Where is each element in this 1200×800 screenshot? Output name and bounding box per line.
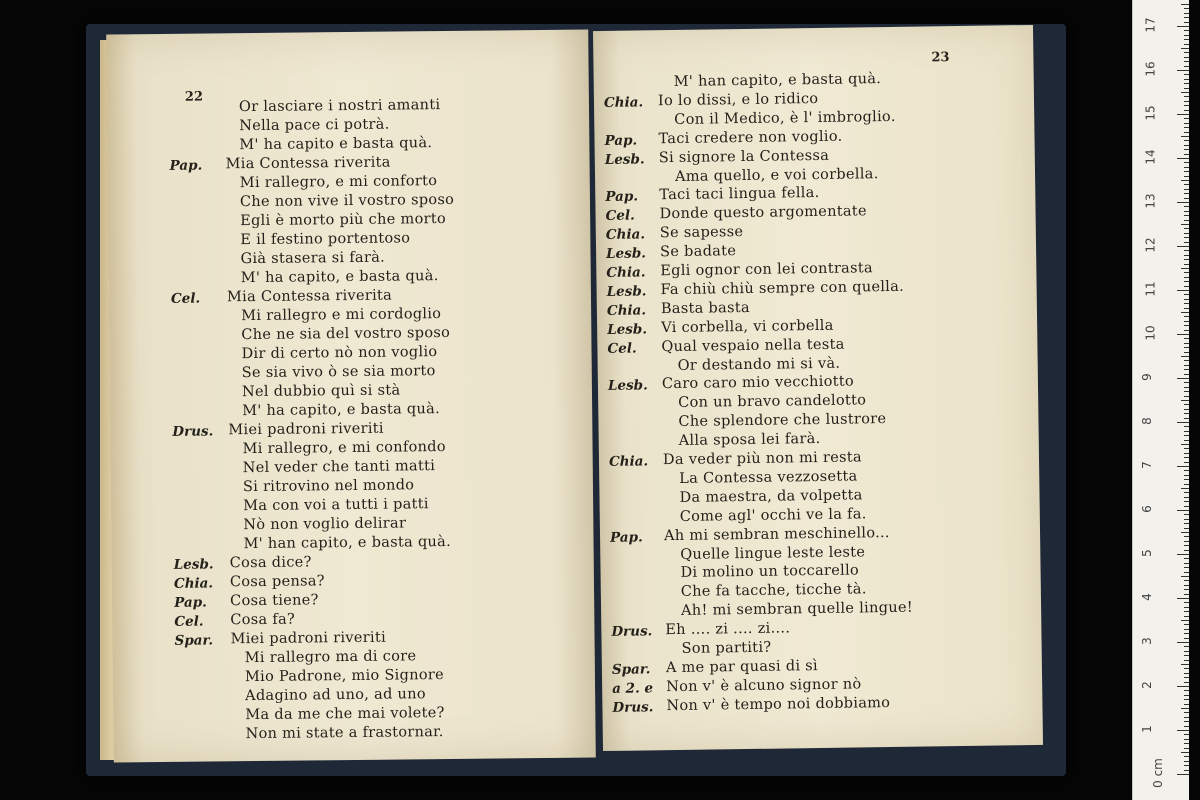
ruler-tick [1184, 413, 1189, 414]
ruler-tick [1184, 585, 1189, 586]
ruler-tick [1184, 233, 1189, 234]
ruler-tick [1177, 422, 1189, 423]
verse-line: Se sia vivo ò se sia morto [241, 363, 436, 382]
speaker-label: Lesb. [607, 321, 648, 338]
verse-line: Con un bravo candelotto [678, 392, 867, 412]
ruler-tick [1184, 558, 1189, 559]
ruler-tick [1184, 325, 1189, 326]
ruler-tick [1184, 453, 1189, 454]
verse-line: Che fa tacche, ticche tà. [680, 581, 867, 601]
ruler-tick [1184, 132, 1189, 133]
ruler-tick [1184, 211, 1189, 212]
verse-line: Son partiti? [681, 639, 772, 657]
verse-line: Ah! mi sembran quelle lingue! [680, 599, 914, 620]
ruler-tick [1184, 255, 1189, 256]
ruler-tick [1181, 488, 1189, 489]
ruler-tick [1184, 396, 1189, 397]
ruler-tick [1177, 642, 1189, 643]
ruler-tick [1181, 92, 1189, 93]
verse-line: Nel veder che tanti matti [242, 458, 436, 477]
ruler-tick [1184, 250, 1189, 251]
ruler-tick [1181, 532, 1189, 533]
ruler-tick [1184, 523, 1189, 524]
verse-line: Fa chiù chiù sempre con quella. [660, 278, 905, 299]
ruler-tick [1184, 277, 1189, 278]
ruler-tick [1184, 519, 1189, 520]
verse-line: Se sapesse [659, 224, 744, 242]
ruler-tick [1184, 176, 1189, 177]
verse-line: Taci taci lingua fella. [659, 185, 820, 204]
ruler-tick [1184, 743, 1189, 744]
verse-line: Miei padroni riveriti [230, 629, 387, 648]
verse-line: Non v' è tempo noi dobbiamo [666, 694, 891, 714]
ruler-tick [1184, 682, 1189, 683]
ruler-tick [1184, 589, 1189, 590]
ruler-tick [1181, 180, 1189, 181]
ruler-tick [1184, 382, 1189, 383]
ruler-tick [1184, 259, 1189, 260]
ruler-tick [1184, 426, 1189, 427]
verse-line: Donde questo argomentate [659, 203, 867, 223]
ruler-label: 0 cm [1150, 758, 1165, 788]
measuring-ruler [1132, 0, 1189, 800]
speaker-label: Chia. [606, 264, 646, 281]
speaker-label: Pap. [169, 157, 203, 174]
right-page-number: 23 [931, 50, 950, 66]
ruler-tick [1184, 440, 1189, 441]
ruler-tick [1181, 620, 1189, 621]
ruler-tick [1184, 616, 1189, 617]
ruler-tick [1181, 444, 1189, 445]
ruler-tick [1184, 673, 1189, 674]
left-page [106, 29, 596, 762]
ruler-tick [1177, 510, 1189, 511]
ruler-tick [1184, 580, 1189, 581]
ruler-tick [1184, 140, 1189, 141]
ruler-tick [1184, 242, 1189, 243]
ruler-label: 6 [1139, 505, 1154, 513]
ruler-tick [1184, 96, 1189, 97]
ruler-tick [1177, 246, 1189, 247]
ruler-tick [1184, 338, 1189, 339]
ruler-tick [1184, 739, 1189, 740]
ruler-label: 10 [1143, 325, 1158, 341]
ruler-tick [1184, 770, 1189, 771]
ruler-tick [1184, 39, 1189, 40]
ruler-tick [1184, 431, 1189, 432]
speaker-label: Lesb. [173, 556, 214, 573]
ruler-tick [1184, 651, 1189, 652]
verse-line: Io lo dissi, e lo ridico [657, 90, 819, 110]
ruler-tick [1184, 655, 1189, 656]
ruler-label: 4 [1139, 593, 1154, 601]
ruler-tick [1184, 13, 1189, 14]
ruler-tick [1184, 308, 1189, 309]
ruler-tick [1177, 730, 1189, 731]
ruler-tick [1184, 470, 1189, 471]
ruler-tick [1184, 374, 1189, 375]
ruler-tick [1184, 369, 1189, 370]
speaker-label: Cel. [607, 340, 637, 357]
speaker-label: Chia. [605, 226, 646, 244]
verse-line: Dir di certo nò non voglio [241, 344, 438, 363]
verse-line: Si signore la Contessa [658, 147, 830, 166]
ruler-tick [1181, 48, 1189, 49]
ruler-tick [1181, 4, 1189, 5]
verse-line: Che non vive il vostro sposo [239, 191, 455, 211]
ruler-tick [1177, 554, 1189, 555]
ruler-tick [1184, 607, 1189, 608]
ruler-tick [1184, 294, 1189, 295]
ruler-tick [1184, 479, 1189, 480]
verse-line: Or destando mi si và. [677, 355, 841, 374]
speaker-label: Drus. [612, 699, 654, 716]
verse-line: Nò non voglio delirar [243, 515, 407, 534]
verse-line: Egli ognor con lei contrasta [660, 260, 873, 280]
ruler-tick [1184, 501, 1189, 502]
verse-line: Cosa dice? [229, 554, 312, 572]
ruler-tick [1184, 528, 1189, 529]
speaker-label: Pap. [604, 132, 638, 149]
verse-line: Qual vespaio nella testa [661, 336, 845, 355]
ruler-tick [1184, 220, 1189, 221]
ruler-tick [1184, 409, 1189, 410]
ruler-tick [1184, 514, 1189, 515]
ruler-tick [1184, 228, 1189, 229]
ruler-label: 14 [1143, 149, 1158, 165]
ruler-tick [1184, 695, 1189, 696]
verse-line: Si ritrovino nel mondo [242, 477, 415, 496]
ruler-tick [1184, 127, 1189, 128]
ruler-tick [1184, 484, 1189, 485]
ruler-label: 1 [1139, 725, 1154, 733]
ruler-tick [1184, 198, 1189, 199]
ruler-tick [1184, 734, 1189, 735]
ruler-tick [1184, 17, 1189, 18]
ruler-label: 11 [1143, 281, 1158, 297]
ruler-tick [1184, 638, 1189, 639]
ruler-tick [1184, 352, 1189, 353]
ruler-tick [1184, 83, 1189, 84]
ruler-tick [1184, 690, 1189, 691]
verse-line: Mi rallegro e mi cordoglio [241, 306, 442, 325]
speaker-label: Lesb. [606, 283, 647, 300]
ruler-tick [1184, 360, 1189, 361]
verse-line: Egli è morto più che morto [240, 210, 447, 230]
verse-line: Che splendore che lustrore [678, 411, 887, 431]
ruler-tick [1184, 761, 1189, 762]
ruler-tick [1184, 457, 1189, 458]
ruler-label: 12 [1143, 237, 1158, 253]
ruler-tick [1184, 550, 1189, 551]
ruler-tick [1184, 448, 1189, 449]
verse-line: Mi rallegro, e mi conforto [239, 173, 438, 192]
verse-line: Già stasera si farà. [240, 249, 386, 268]
verse-line: Nel dubbio quì si stà [241, 382, 401, 401]
ruler-tick [1184, 88, 1189, 89]
verse-line: M' ha capito, e basta quà. [240, 268, 439, 287]
speaker-label: Drus. [172, 423, 214, 440]
verse-line: Adagino ad uno, ad uno [245, 686, 426, 705]
verse-line: Quelle lingue leste leste [680, 543, 866, 563]
ruler-tick [1184, 404, 1189, 405]
verse-line: Cosa pensa? [229, 573, 325, 591]
ruler-tick [1184, 475, 1189, 476]
ruler-tick [1184, 154, 1189, 155]
ruler-tick [1184, 237, 1189, 238]
ruler-tick [1184, 704, 1189, 705]
ruler-tick [1181, 576, 1189, 577]
ruler-tick [1181, 224, 1189, 225]
ruler-tick [1184, 74, 1189, 75]
ruler-tick [1177, 26, 1189, 27]
speaker-label: Pap. [174, 594, 207, 611]
verse-line: Mio Padrone, mio Signore [244, 667, 445, 686]
ruler-tick [1184, 330, 1189, 331]
verse-line: Mi rallegro, e mi confondo [242, 439, 446, 458]
ruler-tick [1184, 536, 1189, 537]
ruler-tick [1184, 624, 1189, 625]
speaker-label: Cel. [605, 207, 635, 225]
ruler-tick [1184, 594, 1189, 595]
ruler-label: 17 [1143, 17, 1158, 33]
ruler-tick [1184, 492, 1189, 493]
ruler-tick [1184, 8, 1189, 9]
ruler-tick [1184, 61, 1189, 62]
ruler-tick [1184, 646, 1189, 647]
ruler-tick [1184, 264, 1189, 265]
left-page-number: 22 [184, 89, 204, 105]
speaker-label: Lesb. [607, 377, 648, 395]
speaker-label: Pap. [609, 529, 643, 546]
ruler-tick [1184, 118, 1189, 119]
verse-line: Eh .... zi .... zi.... [665, 620, 791, 639]
ruler-tick [1184, 299, 1189, 300]
ruler-tick [1184, 567, 1189, 568]
ruler-tick [1184, 765, 1189, 766]
ruler-tick [1184, 110, 1189, 111]
verse-line: Non mi state a frastornar. [245, 724, 444, 743]
ruler-label: 13 [1143, 193, 1158, 209]
ruler-tick [1177, 686, 1189, 687]
verse-line: E il festino portentoso [240, 230, 411, 249]
ruler-tick [1184, 189, 1189, 190]
verse-line: Mia Contessa riverita [226, 287, 393, 306]
ruler-tick [1184, 171, 1189, 172]
ruler-tick [1184, 391, 1189, 392]
verse-line: Con il Medico, è l' imbroglio. [674, 108, 896, 128]
verse-line: Da veder più non mi resta [662, 449, 862, 469]
ruler-tick [1184, 387, 1189, 388]
ruler-tick [1184, 281, 1189, 282]
verse-line: Alla sposa lei farà. [678, 431, 821, 450]
ruler-tick [1177, 598, 1189, 599]
ruler-tick [1184, 105, 1189, 106]
verse-line: Taci credere non voglio. [658, 128, 843, 147]
verse-line: Non v' è alcuno signor nò [666, 676, 862, 695]
ruler-tick [1184, 79, 1189, 80]
speaker-label: Lesb. [604, 150, 645, 168]
ruler-tick [1184, 668, 1189, 669]
ruler-tick [1184, 506, 1189, 507]
verse-line: Mia Contessa riverita [225, 154, 391, 173]
speaker-label: Lesb. [605, 245, 647, 263]
verse-line: Nella pace ci potrà. [239, 116, 390, 135]
ruler-label: 3 [1139, 637, 1154, 645]
ruler-label: 16 [1143, 61, 1158, 77]
ruler-tick [1184, 365, 1189, 366]
speaker-label: Chia. [606, 302, 647, 319]
ruler-tick [1177, 466, 1189, 467]
verse-line: M' han capito, e basta quà. [243, 533, 452, 553]
verse-line: Or lasciare i nostri amanti [238, 97, 441, 116]
ruler-tick [1184, 347, 1189, 348]
ruler-tick [1184, 167, 1189, 168]
ruler-tick [1184, 462, 1189, 463]
ruler-tick [1181, 268, 1189, 269]
ruler-tick [1177, 334, 1189, 335]
ruler-tick [1184, 572, 1189, 573]
ruler-tick [1184, 52, 1189, 53]
ruler-tick [1184, 343, 1189, 344]
ruler-tick [1184, 602, 1189, 603]
ruler-tick [1184, 435, 1189, 436]
ruler-tick [1184, 418, 1189, 419]
ruler-tick [1184, 162, 1189, 163]
ruler-tick [1184, 206, 1189, 207]
ruler-tick [1177, 378, 1189, 379]
ruler-tick [1184, 677, 1189, 678]
ruler-tick [1184, 717, 1189, 718]
ruler-label: 9 [1139, 373, 1154, 381]
ruler-tick [1184, 321, 1189, 322]
ruler-tick [1184, 712, 1189, 713]
ruler-tick [1184, 497, 1189, 498]
right-page [593, 25, 1043, 751]
ruler-tick [1184, 545, 1189, 546]
ruler-tick [1184, 563, 1189, 564]
verse-line: Miei padroni riveriti [228, 420, 384, 439]
ruler-tick [1181, 136, 1189, 137]
ruler-label: 2 [1139, 681, 1154, 689]
ruler-label: 15 [1143, 105, 1158, 121]
ruler-tick [1177, 70, 1189, 71]
ruler-label: 5 [1139, 549, 1154, 557]
speaker-label: Chia. [603, 94, 644, 111]
verse-line: M' ha capito e basta quà. [239, 135, 433, 154]
ruler-tick [1184, 633, 1189, 634]
ruler-tick [1181, 708, 1189, 709]
ruler-tick [1184, 123, 1189, 124]
speaker-label: Cel. [170, 290, 201, 307]
verse-line: Da maestra, da volpetta [679, 487, 863, 506]
ruler-tick [1184, 101, 1189, 102]
verse-line: Cosa tiene? [230, 592, 319, 610]
verse-line: Caro caro mio vecchiotto [661, 373, 855, 393]
verse-line: M' han capito, e basta quà. [673, 71, 882, 90]
speaker-label: a 2. e [612, 680, 654, 697]
ruler-tick [1184, 660, 1189, 661]
ruler-tick [1181, 664, 1189, 665]
ruler-tick [1184, 272, 1189, 273]
ruler-tick [1184, 316, 1189, 317]
ruler-tick [1184, 756, 1189, 757]
ruler-tick [1184, 184, 1189, 185]
verse-line: Ah mi sembran meschinello... [663, 524, 890, 544]
ruler-tick [1184, 699, 1189, 700]
ruler-tick [1184, 541, 1189, 542]
ruler-tick [1184, 748, 1189, 749]
speaker-label: Spar. [611, 661, 651, 678]
speaker-label: Drus. [611, 623, 653, 641]
ruler-tick [1177, 290, 1189, 291]
verse-line: Se badate [659, 243, 737, 261]
ruler-tick [1184, 30, 1189, 31]
ruler-tick [1184, 44, 1189, 45]
ruler-tick [1184, 22, 1189, 23]
ruler-tick [1184, 193, 1189, 194]
ruler-tick [1184, 286, 1189, 287]
ruler-tick [1184, 629, 1189, 630]
verse-line: M' ha capito, e basta quà. [242, 401, 441, 420]
ruler-tick [1177, 202, 1189, 203]
verse-line: La Contessa vezzosetta [679, 468, 858, 487]
ruler-label: 7 [1139, 461, 1154, 469]
ruler-tick [1184, 721, 1189, 722]
ruler-tick [1184, 215, 1189, 216]
verse-line: A me par quasi di sì [665, 657, 819, 677]
verse-line: Di molino un toccarello [680, 562, 860, 582]
speaker-label: Cel. [174, 613, 204, 630]
ruler-tick [1184, 35, 1189, 36]
verse-line: Basta basta [660, 299, 750, 317]
verse-line: Ama quello, e voi corbella. [674, 165, 879, 185]
ruler-tick [1184, 303, 1189, 304]
ruler-tick [1177, 158, 1189, 159]
ruler-tick [1177, 114, 1189, 115]
ruler-tick [1184, 145, 1189, 146]
verse-line: Come agl' occhi ve la fa. [679, 506, 867, 525]
ruler-tick [1181, 312, 1189, 313]
speaker-label: Spar. [174, 632, 214, 649]
ruler-tick [1184, 611, 1189, 612]
ruler-tick [1181, 752, 1189, 753]
ruler-tick [1184, 57, 1189, 58]
verse-line: Ma da me che mai volete? [245, 705, 445, 724]
ruler-tick [1177, 774, 1189, 775]
ruler-tick [1184, 66, 1189, 67]
ruler-label: 8 [1139, 417, 1154, 425]
ruler-tick [1184, 726, 1189, 727]
verse-line: Cosa fa? [230, 611, 296, 629]
verse-line: Che ne sia del vostro sposo [241, 324, 451, 344]
ruler-tick [1181, 400, 1189, 401]
speaker-label: Chia. [173, 575, 214, 592]
verse-line: Vi corbella, vi corbella [661, 317, 834, 336]
ruler-tick [1184, 149, 1189, 150]
ruler-tick [1181, 356, 1189, 357]
speaker-label: Pap. [605, 188, 639, 206]
verse-line: Ma con voi a tutti i patti [243, 496, 429, 515]
verse-line: Mi rallegro ma di core [244, 648, 417, 667]
speaker-label: Chia. [608, 453, 649, 470]
